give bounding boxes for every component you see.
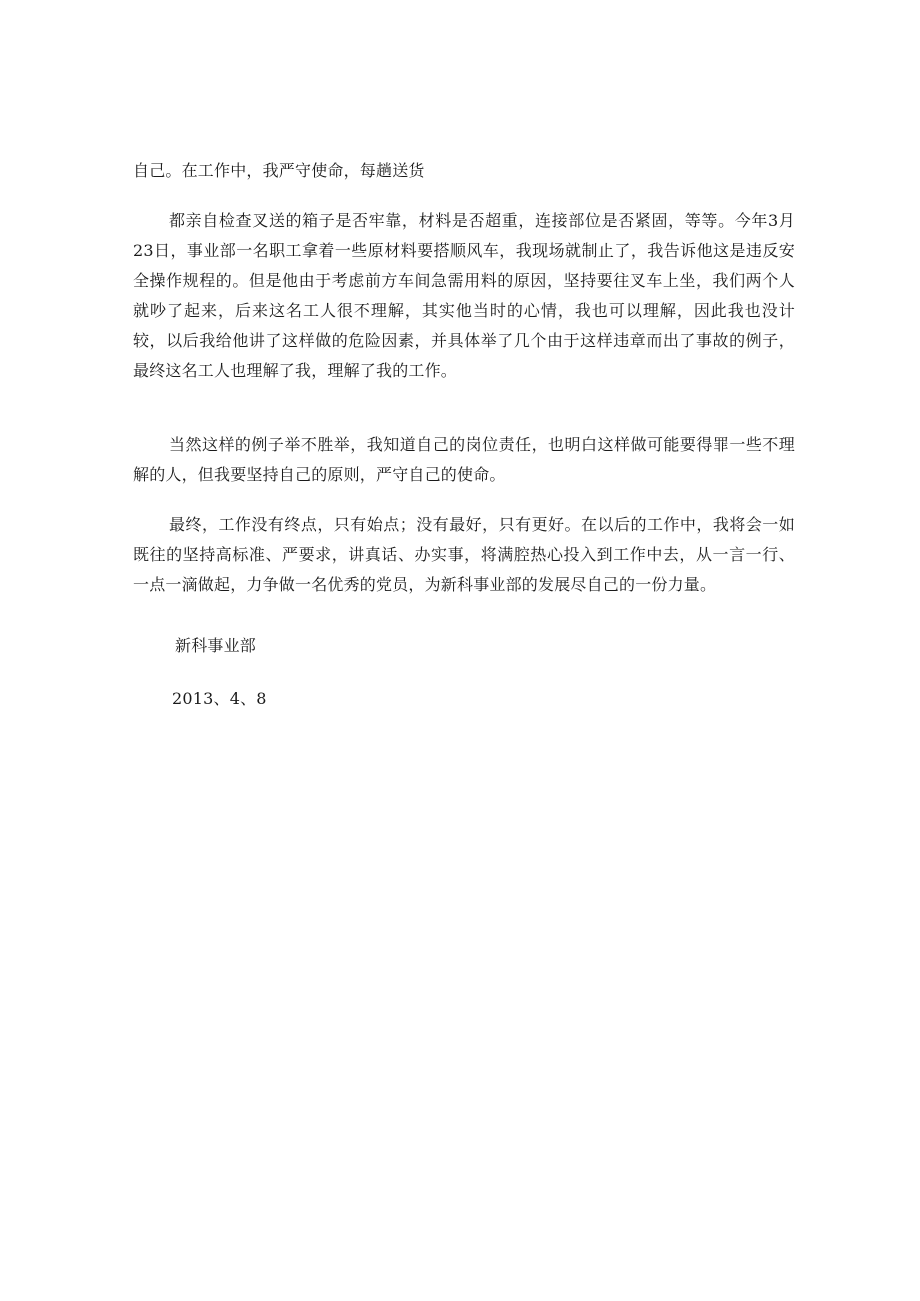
paragraph-safety-check: 都亲自检查叉送的箱子是否牢靠，材料是否超重，连接部位是否紧固，等等。今年3月23日，事业部一名职工拿着一些原材料要搭顺风车，我现场就制止了，我告诉他这是违反安全操作规程的。但是他由于考虑前方车间急需用料的原因，坚持要往叉车上坐，我们两个人就吵了起来，后来这名工人很不理解，其实他当时的心情，我也可以理解，因此我也没计较，以后我给他讲了这样做的危险因素，并具体举了几个由于这样违章而出了事故的例子，最终这名工人也理解了我，理解了我的工作。 bbox=[133, 211, 795, 380]
signature-department: 新科事业部 bbox=[175, 636, 257, 655]
signature-date: 2013、4、8 bbox=[172, 689, 267, 708]
paragraph-continuation: 自己。在工作中，我严守使命，每趟送货 bbox=[133, 161, 425, 180]
paragraph-responsibility: 当然这样的例子举不胜举，我知道自己的岗位责任，也明白这样做可能要得罪一些不理解的人，但我要坚持自己的原则，严守自己的使命。 bbox=[133, 435, 795, 484]
paragraph-conclusion: 最终，工作没有终点，只有始点；没有最好，只有更好。在以后的工作中，我将会一如既往的坚持高标准、严要求，讲真话、办实事，将满腔热心投入到工作中去，从一言一行、一点一滴做起，力争做一名优秀的党员，为新科事业部的发展尽自己的一份力量。 bbox=[133, 515, 795, 594]
